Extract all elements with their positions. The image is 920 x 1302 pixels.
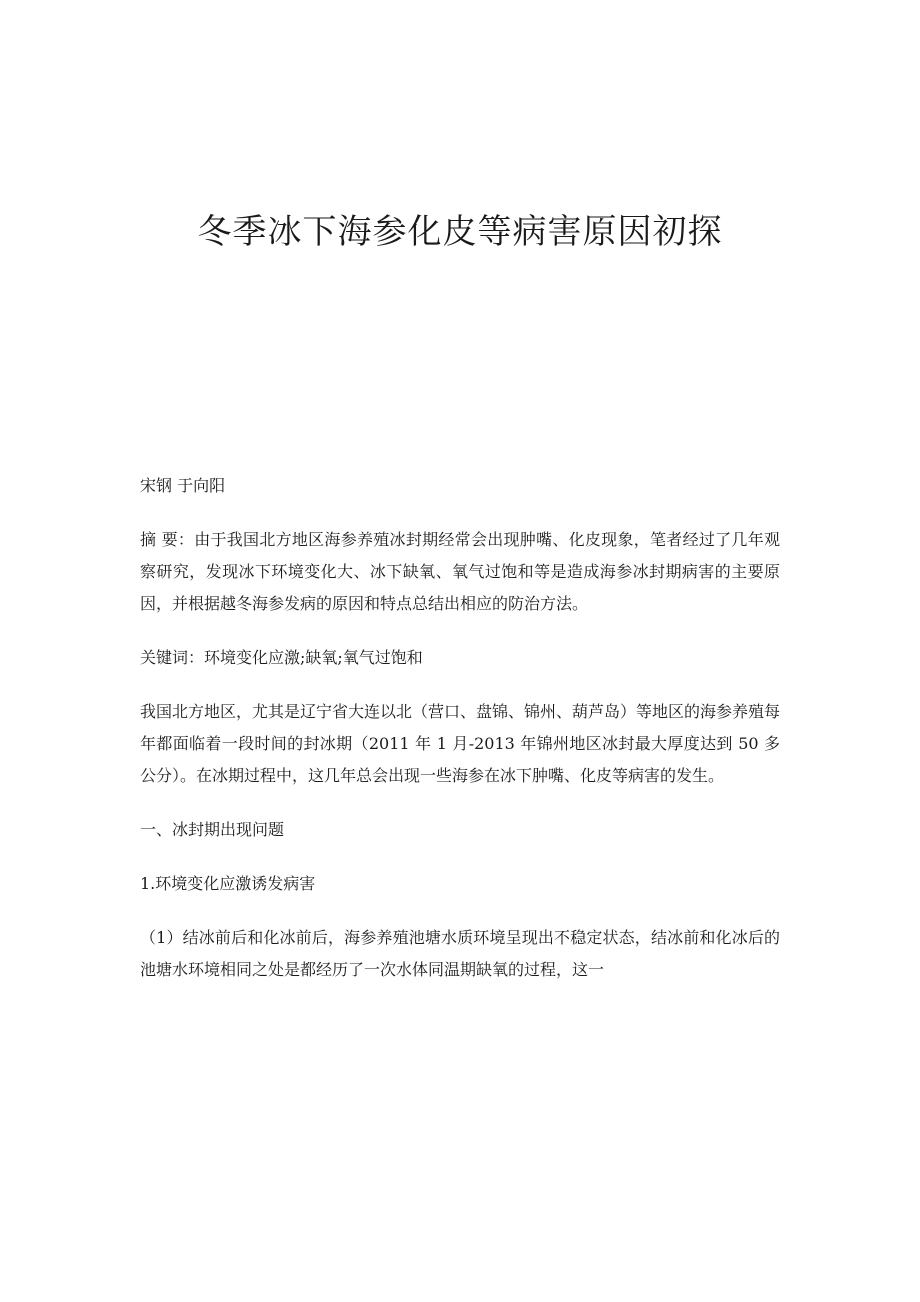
document-body	[140, 470, 780, 1008]
section-heading: 一、冰封期出现问题	[140, 820, 285, 839]
keywords-text: 环境变化应激;缺氧;氧气过饱和	[204, 648, 423, 667]
subsection-heading: 1.环境变化应激诱发病害	[140, 874, 316, 893]
item-paragraph: （1）结冰前后和化冰前后，海参养殖池塘水质环境呈现出不稳定状态，结冰前和化冰后的池塘水环境相同之处是都经历了一次水体同温期缺氧的过程，这一	[140, 928, 780, 979]
keywords-label: 关键词：	[140, 648, 205, 667]
authors: 宋钢 于向阳	[140, 476, 226, 495]
abstract	[140, 524, 780, 620]
abstract-label: 摘 要：	[140, 530, 195, 549]
document-title: 冬季冰下海参化皮等病害原因初探	[197, 212, 723, 252]
intro-paragraph: 我国北方地区，尤其是辽宁省大连以北（营口、盘锦、锦州、葫芦岛）等地区的海参养殖每年都面临着一段时间的封冰期（2011 年 1 月-2013 年锦州地区冰封最大厚度达到 50 多公分）。在冰期过程中，这几年总会出现一些海参在冰下肿嘴、化皮等病害的发生。	[140, 702, 781, 785]
abstract-text: 由于我国北方地区海参养殖冰封期经常会出现肿嘴、化皮现象，笔者经过了几年观察研究，发现冰下环境变化大、冰下缺氧、氧气过饱和等是造成海参冰封期病害的主要原因，并根据越冬海参发病的原因和特点总结出相应的防治方法。	[140, 530, 780, 613]
keywords	[140, 642, 780, 674]
